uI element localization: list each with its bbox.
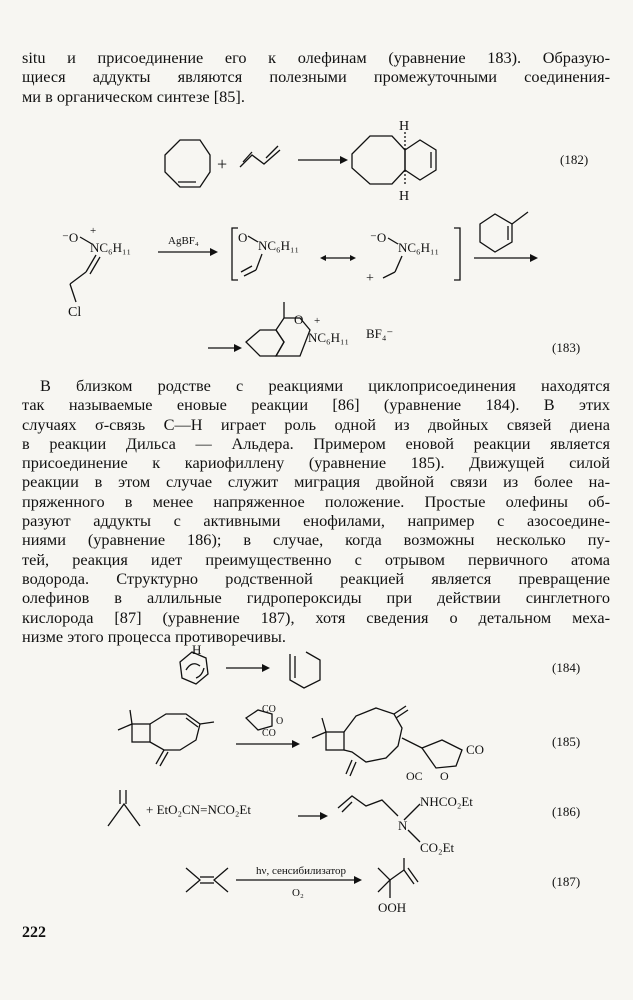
- product-dimethyl-2: [322, 718, 326, 732]
- intro-line: щиеся аддукты являются полезными промежуточными соединения-: [22, 67, 610, 87]
- scheme-185: [0, 700, 633, 790]
- plus-charge-2: +: [366, 271, 374, 286]
- product-oxazine-ring: [276, 318, 310, 356]
- scheme-187: [0, 858, 633, 938]
- nc6h11-label: NC₆H₁₁: [90, 240, 132, 255]
- c-n-bond-2: [395, 256, 402, 272]
- vinyl-double-bond: [241, 266, 252, 272]
- scheme-184: [0, 640, 633, 700]
- body-line: олефинов в аллильные гидропероксиды при действии синглетного: [22, 588, 610, 608]
- o-minus-label-2: ⁻O: [370, 230, 387, 245]
- product-chain: [338, 796, 398, 816]
- co2et-label: CO₂Et: [420, 840, 455, 855]
- o-label-2: O: [440, 769, 449, 783]
- methyl-bond: [512, 212, 528, 224]
- body-paragraph: [22, 376, 610, 646]
- body-line: водорода. Структурно родственной реакцией является превращение: [22, 568, 610, 588]
- resonance-head-left: [320, 255, 326, 261]
- intro-line: situ и присоединение его к олефинам (уравнение 183). Образую-: [22, 48, 610, 67]
- product-cyclobutane: [326, 732, 344, 750]
- product-dimethyl-1: [312, 732, 326, 738]
- bf4-label: BF₄⁻: [366, 326, 394, 341]
- o-label: O: [276, 716, 284, 727]
- arrow-head: [320, 812, 328, 820]
- body-line: ниями (уравнение 186); в случае, когда возможны несколько пу-: [22, 530, 610, 550]
- gem-dimethyl-2: [130, 710, 132, 724]
- gem-dimethyl-1: [118, 724, 132, 730]
- co-label-1: CO: [262, 704, 276, 715]
- arrow-head: [210, 248, 218, 256]
- body-line: кислорода [87] (уравнение 187), хотя сведения о детальном меха-: [22, 607, 610, 627]
- product-nine-ring: [344, 708, 402, 762]
- nine-ring: [150, 714, 200, 750]
- equation-number: (182): [560, 152, 589, 167]
- bracket-right: [454, 228, 460, 280]
- cyclooctene-ring: [165, 140, 210, 187]
- o-label: O: [238, 230, 248, 245]
- body-line: разуют аддукты с активными енофилами, например с азосоедине-: [22, 511, 610, 531]
- vinyl-bond-2: [383, 272, 395, 278]
- vinyl-bond: [244, 270, 256, 276]
- equation-number: (187): [552, 874, 581, 889]
- co-label-2: CO: [262, 728, 276, 739]
- body-line: реакции в этом случае служит миграция двойной связи из более на-: [22, 472, 610, 492]
- methyl-bond: [200, 722, 214, 724]
- equation-number: (186): [552, 804, 581, 819]
- n-o-bond-2: [388, 238, 398, 244]
- nc6h11-label-2: NC₆H₁₁: [258, 238, 300, 253]
- arrow-head: [292, 740, 300, 748]
- n-plus-charge: +: [90, 225, 97, 237]
- azo-reagent: + EtO₂CN=NCO₂Et: [146, 802, 251, 817]
- arrow-head: [340, 156, 348, 164]
- o-n-double-bond: [248, 236, 258, 242]
- equation-number: (184): [552, 660, 581, 675]
- methylcyclohexene-ring: [480, 214, 512, 252]
- co-label-3: CO: [466, 742, 485, 757]
- scheme-186: [0, 786, 633, 866]
- curved-arrow: [186, 664, 200, 670]
- n-c-bond: [256, 254, 262, 270]
- product-n-plus: +: [314, 315, 321, 327]
- ooh-label: OOH: [378, 900, 407, 915]
- scheme-183: [0, 202, 633, 377]
- body-line: низме этого процесса противоречивы.: [22, 626, 286, 646]
- equation-number: (183): [552, 340, 581, 355]
- body-line: присоединение к кариофиллену (уравнение 185). Движущей силой: [22, 453, 610, 473]
- o-minus-label: ⁻O: [62, 230, 79, 245]
- curved-arrow-2: [196, 668, 204, 678]
- h-top-label: H: [399, 119, 410, 134]
- ring-double-bond: [186, 718, 198, 727]
- hydroperoxide-c-c: [390, 870, 404, 880]
- resonance-head-right: [350, 255, 356, 261]
- succinic-anhydride-ring: [422, 740, 462, 768]
- n-co2et-bond: [408, 830, 420, 842]
- eight-membered-ring: [352, 136, 405, 184]
- nc6h11-label-3: NC₆H₁₁: [398, 240, 440, 255]
- chain-bond-2: [70, 284, 76, 302]
- arrow-head-2: [530, 254, 538, 262]
- plus-sign: +: [217, 154, 228, 174]
- hydroperoxide-vinyl: [404, 870, 414, 884]
- tetramethylethylene-right: [214, 868, 228, 892]
- chain-bond: [70, 272, 86, 284]
- isobutylene: [108, 804, 140, 826]
- equation-number: (185): [552, 734, 581, 749]
- intro-paragraph: [22, 48, 610, 106]
- body-line: так называемые еновые реакции [86] (уравнение 184). В этих: [22, 395, 610, 415]
- body-line: В близком родстве с реакциями циклоприсоединения находятся: [40, 376, 610, 395]
- hydroperoxide-vinyl-2: [408, 868, 418, 882]
- h-bottom-label: H: [399, 189, 410, 204]
- c-n-double-bond: [86, 255, 96, 272]
- chlorine-label: Cl: [68, 305, 82, 320]
- conditions-top: hν, сенсибилизатор: [256, 865, 346, 877]
- oc-label: OC: [406, 769, 423, 783]
- intro-line: ми в органическом синтезе [85].: [22, 86, 245, 106]
- arrow-head: [262, 664, 270, 672]
- reagent-label: AgBF₄: [168, 235, 199, 247]
- page-number: 222: [22, 924, 46, 941]
- h-label: H: [192, 642, 202, 657]
- arrow-head: [354, 876, 362, 884]
- tetramethylethylene-left: [186, 868, 200, 892]
- product-o-label: O: [294, 312, 304, 327]
- body-line: в реакции Дильса — Альдера. Примером еновой реакции является: [22, 433, 610, 453]
- product-nc6h11: NC₆H₁₁: [308, 330, 350, 345]
- product-arrow-head: [234, 344, 242, 352]
- cyclobutane-ring: [132, 724, 150, 742]
- body-line: случаях σ-связь С—Н играет роль одной из двойных связей диена: [22, 414, 610, 434]
- hydroperoxide-skeleton: [378, 868, 390, 892]
- body-line: пряженного в менее напряженное положение. Простые олефины об-: [22, 491, 610, 511]
- nhco2et-label: NHCO₂Et: [420, 794, 473, 809]
- conditions-bottom: O₂: [292, 887, 304, 899]
- n-label: N: [398, 818, 408, 833]
- c-n-double-bond-2: [90, 257, 100, 274]
- succinic-link: [402, 738, 422, 748]
- body-line: тей, реакция идет преимущественно с отрывом первичного атома: [22, 549, 610, 569]
